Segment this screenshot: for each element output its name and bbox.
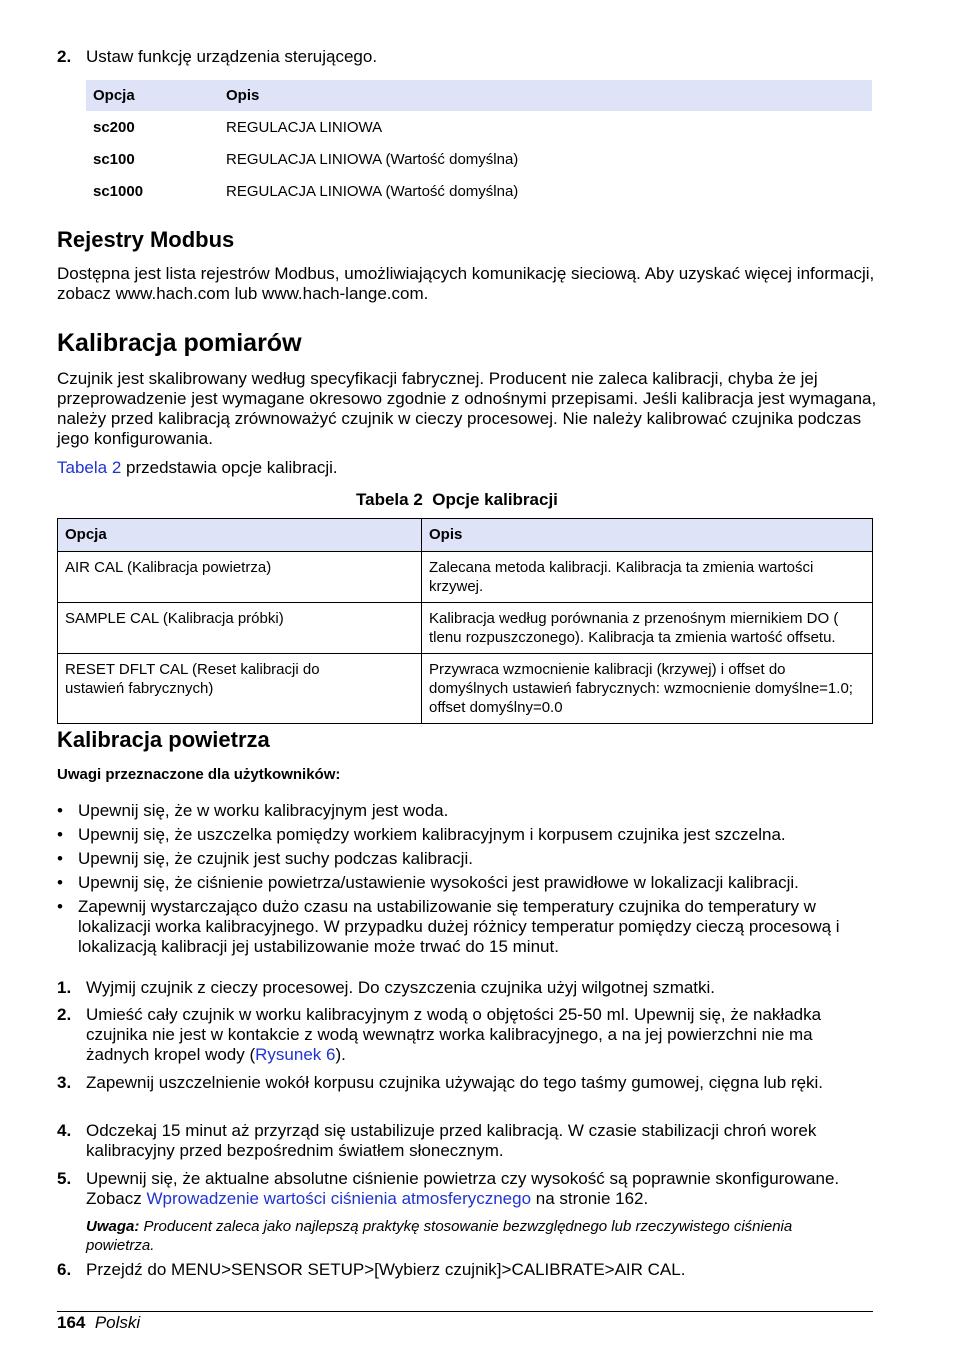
step-text: Wyjmij czujnik z cieczy procesowej. Do czyszczenia czujnika użyj wilgotnej szmatki.	[86, 978, 716, 997]
header-option: Opcja	[93, 87, 135, 104]
notes-title: Uwagi przeznaczone dla użytkowników:	[57, 766, 341, 783]
option-name: sc200	[93, 119, 135, 136]
table-row	[58, 654, 873, 724]
calibration-paragraph: Czujnik jest skalibrowany według specyfikacji fabrycznej. Producent nie zaleca kalibracji, chyba że jej przeprowadzenie jest wymagane okresowo zgodnie z odnośnymi przepisami. Jeśli kalibracja jest wymagana, należy przed kalibracją zrównoważyć czujnik w cieczy procesowej. Nie należy kalibrować czujnika podczas jego konfigurowania.	[57, 369, 877, 448]
section-heading-air-cal: Kalibracja powietrza	[57, 727, 270, 752]
step-text-part: ).	[335, 1045, 346, 1064]
option-name: SAMPLE CAL (Kalibracja próbki)	[58, 603, 422, 654]
option-description: REGULACJA LINIOWA	[226, 119, 383, 136]
option-description: REGULACJA LINIOWA (Wartość domyślna)	[226, 183, 519, 200]
table-row	[86, 175, 872, 207]
list-item-text: Upewnij się, że uszczelka pomiędzy workiem kalibracyjnym i korpusem czujnika jest szczelna.	[78, 825, 786, 844]
table-row	[86, 143, 872, 175]
option-description: REGULACJA LINIOWA (Wartość domyślna)	[226, 151, 519, 168]
procedure-step	[57, 1005, 877, 1065]
footer-divider	[57, 1311, 873, 1312]
procedure-step	[57, 1073, 877, 1093]
note-label: Uwaga:	[86, 1218, 140, 1235]
step-text-part: na stronie 162.	[531, 1189, 649, 1208]
table-caption: Tabela 2 Opcje kalibracji	[356, 490, 558, 509]
list-item: • Upewnij się, że ciśnienie powietrza/ustawienie wysokości jest prawidłowe w lokalizacji kalibracji.	[57, 873, 799, 892]
step-number: 5.	[57, 1169, 72, 1188]
page-number: 164	[57, 1313, 86, 1332]
step-number: 6.	[57, 1260, 72, 1279]
list-item: • Zapewnij wystarczająco dużo czasu na ustabilizowanie się temperatury czujnika do temperatury w lokalizacji worka kalibracyjnego. W przypadku dużej różnicy temperatur pomiędzy cieczą procesową i lokalizacją kalibracji jej ustabilizowanie może trwać do 15 minut.	[57, 897, 840, 956]
step-text	[86, 1169, 846, 1209]
list-item-text: Upewnij się, że ciśnienie powietrza/ustawienie wysokości jest prawidłowe w lokalizacji kalibracji.	[78, 873, 799, 892]
list-item-text: Zapewnij wystarczająco dużo czasu na ustabilizowanie się temperatury czujnika do temperatury w lokalizacji worka kalibracyjnego. W przypadku dużej różnicy temperatur pomiędzy cieczą procesową i lokalizacją kalibracji jej ustabilizowanie może trwać do 15 minut.	[78, 897, 840, 956]
step-number: 2.	[57, 47, 72, 66]
footer-language: Polski	[94, 1313, 141, 1332]
notes-list	[57, 801, 877, 961]
table-2-link[interactable]: Tabela 2	[57, 458, 122, 477]
procedure-step	[57, 1260, 877, 1280]
table-row	[58, 552, 873, 603]
step-text: Ustaw funkcję urządzenia sterującego.	[86, 47, 378, 66]
step-text: Przejdź do MENU>SENSOR SETUP>[Wybierz czujnik]>CALIBRATE>AIR CAL.	[86, 1260, 686, 1279]
list-item-text: Upewnij się, że czujnik jest suchy podczas kalibracji.	[78, 849, 473, 868]
figure-6-link[interactable]: Rysunek 6	[255, 1045, 336, 1064]
step-text-part: Umieść cały czujnik w worku kalibracyjnym z wodą o objętości 25-50 ml. Upewnij się, że nakładka czujnika nie jest w kontakcie z wodą wewnątrz worka kalibracyjnego, a na jej powierzchni nie ma żadnych kropel wody (	[86, 1005, 822, 1064]
list-item: • Upewnij się, że uszczelka pomiędzy workiem kalibracyjnym i korpusem czujnika jest szczelna.	[57, 825, 786, 844]
table-row	[86, 111, 872, 143]
table-header-row	[58, 519, 873, 552]
modbus-paragraph: Dostępna jest lista rejestrów Modbus, umożliwiających komunikację sieciową. Aby uzyskać więcej informacji, zobacz www.hach.com lub www.hach-lange.com.	[57, 264, 875, 303]
option-name: RESET DFLT CAL (Reset kalibracji do ustawień fabrycznych)	[58, 654, 422, 724]
table-row	[58, 603, 873, 654]
step-number: 3.	[57, 1073, 72, 1092]
procedure-step	[57, 1121, 877, 1161]
calibration-options-table	[57, 518, 873, 724]
step-number: 1.	[57, 978, 72, 997]
step-text: Zapewnij uszczelnienie wokół korpusu czujnika używając do tego taśmy gumowej, cięgna lub ręki.	[86, 1073, 824, 1092]
step-text-part: Upewnij się, że aktualne absolutne ciśnienie powietrza czy wysokość są poprawnie skonfigurowane. Zobacz	[86, 1169, 840, 1208]
list-item: • Upewnij się, że w worku kalibracyjnym jest woda.	[57, 801, 449, 820]
footer	[57, 1313, 140, 1333]
step-number: 4.	[57, 1121, 72, 1140]
note	[86, 1217, 846, 1255]
chapter-heading-calibration: Kalibracja pomiarów	[57, 329, 302, 357]
list-item-text: Upewnij się, że w worku kalibracyjnym jest woda.	[78, 801, 449, 820]
atmospheric-pressure-link[interactable]: Wprowadzenie wartości ciśnienia atmosferycznego	[146, 1189, 532, 1208]
list-item: • Upewnij się, że czujnik jest suchy podczas kalibracji.	[57, 849, 473, 868]
section-heading-modbus: Rejestry Modbus	[57, 227, 235, 252]
header-option: Opcja	[58, 519, 422, 552]
step-text: Odczekaj 15 minut aż przyrząd się ustabilizuje przed kalibracją. W czasie stabilizacji chroń worek kalibracyjny przed bezpośrednim światłem słonecznym.	[86, 1121, 817, 1160]
header-description: Opis	[226, 87, 260, 104]
note-text: Producent zaleca jako najlepszą praktykę stosowanie bezwzględnego lub rzeczywistego ciśnienia powietrza.	[86, 1218, 793, 1254]
options-table-header	[86, 80, 872, 111]
option-description: Kalibracja według porównania z przenośnym miernikiem DO ( tlenu rozpuszczonego). Kalibracja ta zmienia wartość offsetu.	[422, 603, 873, 654]
procedure-step	[57, 978, 877, 998]
procedure-step	[57, 1169, 877, 1255]
table-reference-text: przedstawia opcje kalibracji.	[121, 458, 338, 477]
header-description: Opis	[422, 519, 873, 552]
table-reference	[57, 458, 338, 478]
step-number: 2.	[57, 1005, 72, 1024]
step-text	[86, 1005, 826, 1065]
option-description: Zalecana metoda kalibracji. Kalibracja ta zmienia wartości krzywej.	[422, 552, 873, 603]
option-name: sc100	[93, 151, 135, 168]
option-name: sc1000	[93, 183, 144, 200]
option-name: AIR CAL (Kalibracja powietrza)	[58, 552, 422, 603]
option-description: Przywraca wzmocnienie kalibracji (krzywej) i offset do domyślnych ustawień fabrycznych: wzmocnienie domyślne=1.0; offset domyślny=0.0	[422, 654, 873, 724]
